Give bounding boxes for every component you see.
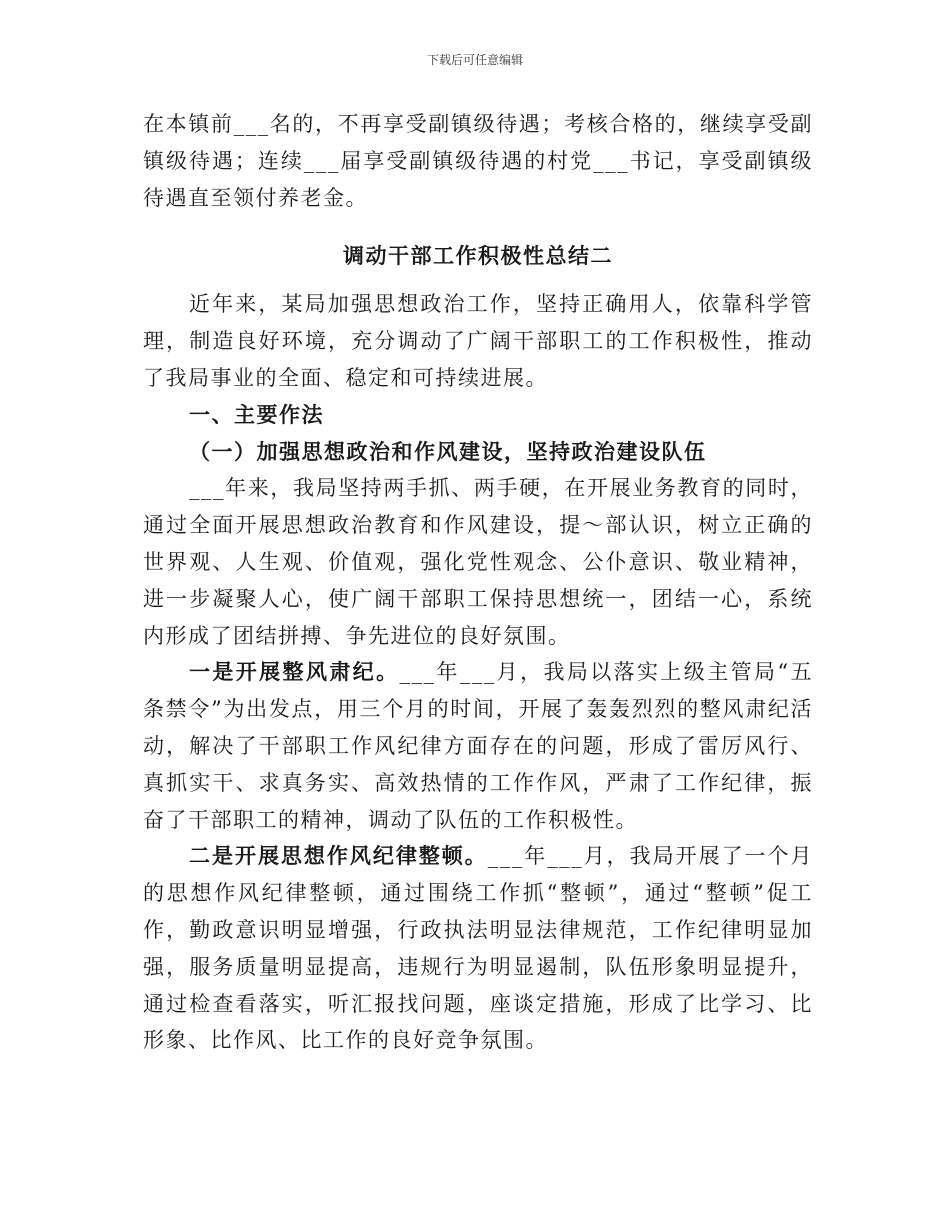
item-two-lead: 二是开展思想作风纪律整顿。 — [189, 843, 488, 869]
paragraph-continued: 在本镇前___名的，不再享受副镇级待遇；考核合格的，继续享受副镇级待遇；连续___届享受副镇级待遇的村党___书记，享受副镇级待遇直至领付养老金。 — [143, 112, 813, 210]
item-one-body: ___年___月，我局以落实上级主管局“五条禁令”为出发点，用三个月的时间，开展了轰轰烈烈的整风肃纪活动，解决了干部职工作风纪律方面存在的问题，形成了雷厉风行、真抓实干、求真务实、高效热情的工作作风，严肃了工作纪律，振奋了干部职工的精神，调动了队伍的工作积极性。 — [143, 660, 813, 832]
subsection-heading: （一）加强思想政治和作风建设，坚持政治建设队伍 — [189, 438, 707, 464]
paragraph-item-one — [143, 654, 813, 838]
item-one-lead: 一是开展整风肃纪。 — [189, 659, 400, 685]
paragraph-intro: 近年来，某局加强思想政治工作，坚持正确用人，依靠科学管理，制造良好环境，充分调动了广阔干部职工的工作积极性，推动了我局事业的全面、稳定和可持续进展。 — [143, 292, 813, 390]
paragraph-overview: ___年来，我局坚持两手抓、两手硬，在开展业务教育的同时，通过全面开展思想政治教育和作风建设，提～部认识，树立正确的世界观、人生观、价值观，强化党性观念、公仆意识、敬业精神，进一步凝聚人心，使广阔干部职工保持思想统一，团结一心，系统内形成了团结拼搏、争先进位的良好氛围。 — [143, 476, 813, 648]
section-heading: 一、主要作法 — [189, 401, 324, 427]
paragraph-item-two — [143, 838, 813, 1059]
page-header-note: 下载后可任意编辑 — [426, 53, 523, 67]
item-two-body: ___年___月，我局开展了一个月的思想作风纪律整顿，通过围绕工作抓“整顿”，通过“整顿”促工作，勤政意识明显增强，行政执法明显法律规范，工作纪律明显加强，服务质量明显提高，违规行为明显遏制，队伍形象明显提升，通过检查看落实，听汇报找问题，座谈定措施，形成了比学习、比形象、比作风、比工作的良好竞争氛围。 — [143, 844, 814, 1053]
document-title: 调动干部工作积极性总结二 — [343, 243, 613, 269]
document-body — [143, 106, 813, 1059]
